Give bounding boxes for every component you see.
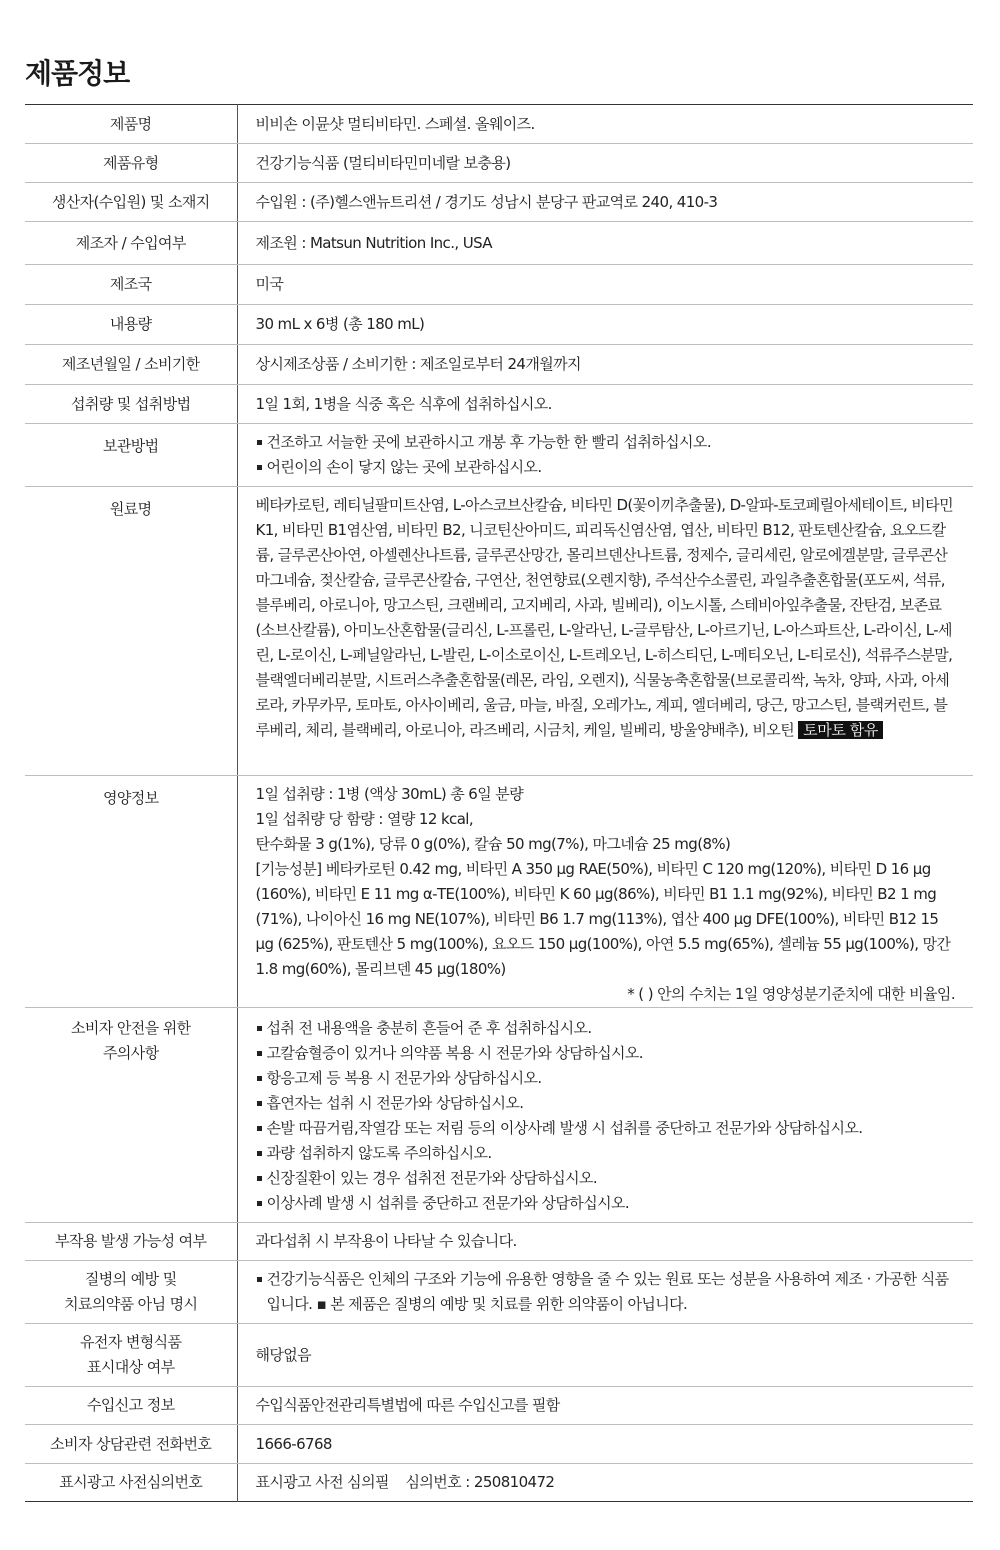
- nutrition-note: * ( ) 안의 수치는 1일 영양성분기준치에 대한 비율임.: [627, 985, 955, 1003]
- row-label-line: 주의사항: [102, 1044, 159, 1062]
- row-label: 원료명: [25, 487, 237, 776]
- row-value: 상시제조상품 / 소비기한 : 제조일로부터 24개월까지: [237, 345, 973, 385]
- row-value: 과다섭취 시 부작용이 나타날 수 있습니다.: [237, 1223, 973, 1261]
- disease-list: [256, 1267, 956, 1317]
- table-row: [25, 265, 973, 305]
- row-label: 섭취량 및 섭취방법: [25, 385, 237, 424]
- table-row: [25, 222, 973, 265]
- row-label: [25, 1008, 237, 1223]
- row-label: 소비자 상담관련 전화번호: [25, 1425, 237, 1464]
- storage-list: [256, 430, 974, 480]
- nutrition-line: 1일 섭취량 당 함량 : 열량 12 kcal,: [255, 810, 474, 828]
- row-label-line: 유전자 변형식품: [80, 1333, 182, 1351]
- row-label-line: 소비자 안전을 위한: [71, 1019, 191, 1037]
- row-value: 제조원 : Matsun Nutrition Inc., USA: [237, 222, 973, 265]
- list-item: 이상사례 발생 시 섭취를 중단하고 전문가와 상담하십시오.: [256, 1191, 974, 1216]
- table-row: [25, 1387, 973, 1425]
- list-item: 신장질환이 있는 경우 섭취전 전문가와 상담하십시오.: [256, 1166, 974, 1191]
- table-row: [25, 1261, 973, 1324]
- row-label: 내용량: [25, 305, 237, 345]
- table-row: [25, 345, 973, 385]
- row-label: [25, 1324, 237, 1387]
- row-label: 생산자(수입원) 및 소재지: [25, 183, 237, 222]
- list-item: 건강기능식품은 인체의 구조와 기능에 유용한 영향을 줄 수 있는 원료 또는 성분을 사용하여 제조 · 가공한 식품입니다. ▪ 본 제품은 질병의 예방 및 치료를 위한 의약품이 아닙니다.: [256, 1267, 956, 1317]
- list-item: 과량 섭취하지 않도록 주의하십시오.: [256, 1141, 974, 1166]
- ingredients-cell: [237, 487, 973, 776]
- disease-cell: [237, 1261, 973, 1324]
- ingredients-text: 베타카로틴, 레티닐팔미트산염, L-아스코브산칼슘, 비타민 D(꽃이끼추출물), D-알파-토코페릴아세테이트, 비타민 K1, 비타민 B1염산염, 비타민 B2, 니코틴산아미드, 피리독신염산염, 엽산, 비타민 B12, 판토텐산칼슘, 요오드칼륨, 글루콘산아연, 아셀렌산나트륨, 글루콘산망간, 몰리브덴산나트륨, 정제수, 글리세린, 알로에겔분말, 글루콘산마그네슘, 젖산칼슘, 글루콘산칼슘, 구연산, 천연향료(오렌지향), 주석산수소콜린, 과일추출혼합물(포도씨, 석류, 블루베리, 아로니아, 망고스틴, 크랜베리, 고지베리, 사과, 빌베리), 이노시톨, 스테비아잎추출물, 잔탄검, 보존료(소브산칼륨), 아미노산혼합물(글리신, L-프롤린, L-알라닌, L-글루탐산, L-아르기닌, L-아스파트산, L-라이신, L-세린, L-로이신, L-페닐알라닌, L-발린, L-이소로이신, L-트레오닌, L-히스티딘, L-메티오닌, L-티로신), 석류주스분말, 블랙엘더베리분말, 시트러스추출혼합물(레몬, 라임, 오렌지), 식물농축혼합물(브로콜리싹, 녹차, 양파, 사과, 아세로라, 카무카무, 토마토, 아사이베리, 울금, 마늘, 바질, 오레가노, 계피, 엘더베리, 당근, 망고스틴, 블랙커런트, 블루베리, 체리, 블랙베리, 아로니아, 라즈베리, 시금치, 케일, 빌베리, 방울양배추), 비오틴: [255, 496, 953, 739]
- list-item: 손발 따끔거림,작열감 또는 저림 등의 이상사례 발생 시 섭취를 중단하고 전문가와 상담하십시오.: [256, 1116, 974, 1141]
- page-title: 제품정보: [25, 57, 130, 90]
- row-label: 영양정보: [25, 776, 237, 1008]
- row-label: 보관방법: [25, 424, 237, 487]
- row-value: 비비손 이뮨샷 멀티비타민. 스페셜. 올웨이즈.: [237, 105, 973, 144]
- table-row: [25, 385, 973, 424]
- table-row: [25, 1464, 973, 1502]
- row-value: 수입원 : (주)헬스앤뉴트리션 / 경기도 성남시 분당구 판교역로 240, 410-3: [237, 183, 973, 222]
- table-row: [25, 1223, 973, 1261]
- row-value: 표시광고 사전 심의필 심의번호 : 250810472: [255, 1473, 555, 1491]
- table-row: [25, 1324, 973, 1387]
- nutrition-cell: [237, 776, 973, 1008]
- storage-list-cell: [237, 424, 973, 487]
- row-label-line: 표시대상 여부: [86, 1358, 175, 1376]
- tomato-badge: 토마토 함유: [798, 721, 883, 739]
- row-label: 수입신고 정보: [25, 1387, 237, 1425]
- nutrition-line: [기능성분] 베타카로틴 0.42 mg, 비타민 A 350 μg RAE(50%), 비타민 C 120 mg(120%), 비타민 D 16 μg (160%), 비타민 E 11 mg α-TE(100%), 비타민 K 60 μg(86%), 비타민 B1 1.1 mg(92%), 비타민 B2 1 mg (71%), 나이아신 16 mg NE(107%), 비타민 B6 1.7 mg(113%), 엽산 400 μg DFE(100%), 비타민 B12 15 μg (625%), 판토텐산 5 mg(100%), 요오드 150 μg(100%), 아연 5.5 mg(65%), 셀레늄 55 μg(100%), 망간 1.8 mg(60%), 몰리브덴 45 μg(180%): [255, 860, 951, 978]
- list-item: 섭취 전 내용액을 충분히 흔들어 준 후 섭취하십시오.: [256, 1016, 974, 1041]
- row-label: 표시광고 사전심의번호: [25, 1464, 237, 1502]
- table-row: [25, 1425, 973, 1464]
- row-value: 건강기능식품 (멀티비타민미네랄 보충용): [237, 144, 973, 183]
- product-info-table: [25, 104, 973, 1502]
- table-row: [25, 1008, 973, 1223]
- table-row: [25, 424, 973, 487]
- nutrition-line: 1일 섭취량 : 1병 (액상 30mL) 총 6일 분량: [255, 785, 524, 803]
- row-label: 제품명: [25, 105, 237, 144]
- table-row: [25, 487, 973, 776]
- row-label: 제조년월일 / 소비기한: [25, 345, 237, 385]
- row-label-line: 질병의 예방 및: [84, 1270, 177, 1288]
- row-value: 미국: [237, 265, 973, 305]
- row-value: 해당없음: [237, 1324, 973, 1387]
- row-value: 수입식품안전관리특별법에 따른 수입신고를 필함: [237, 1387, 973, 1425]
- row-label: 제품유형: [25, 144, 237, 183]
- table-row: [25, 183, 973, 222]
- list-item: 어린이의 손이 닿지 않는 곳에 보관하십시오.: [256, 455, 974, 480]
- list-item: 고칼슘혈증이 있거나 의약품 복용 시 전문가와 상담하십시오.: [256, 1041, 974, 1066]
- row-value: 1666-6768: [237, 1425, 973, 1464]
- safety-cell: [237, 1008, 973, 1223]
- row-value: 1일 1회, 1병을 식중 혹은 식후에 섭취하십시오.: [237, 385, 973, 424]
- list-item: 흡연자는 섭취 시 전문가와 상담하십시오.: [256, 1091, 974, 1116]
- table-row: [25, 105, 973, 144]
- list-item: 항응고제 등 복용 시 전문가와 상담하십시오.: [256, 1066, 974, 1091]
- list-item: 건조하고 서늘한 곳에 보관하시고 개봉 후 가능한 한 빨리 섭취하십시오.: [256, 430, 974, 455]
- table-row: [25, 305, 973, 345]
- safety-list: [256, 1016, 974, 1216]
- row-label: 부작용 발생 가능성 여부: [25, 1223, 237, 1261]
- nutrition-line: 탄수화물 3 g(1%), 당류 0 g(0%), 칼슘 50 mg(7%), 마그네슘 25 mg(8%): [255, 835, 731, 853]
- row-label-line: 치료의약품 아님 명시: [64, 1295, 198, 1313]
- table-row: [25, 776, 973, 1008]
- row-label: 제조국: [25, 265, 237, 305]
- row-value: 30 mL x 6병 (총 180 mL): [237, 305, 973, 345]
- row-label: [25, 1261, 237, 1324]
- table-row: [25, 144, 973, 183]
- row-label: 제조자 / 수입여부: [25, 222, 237, 265]
